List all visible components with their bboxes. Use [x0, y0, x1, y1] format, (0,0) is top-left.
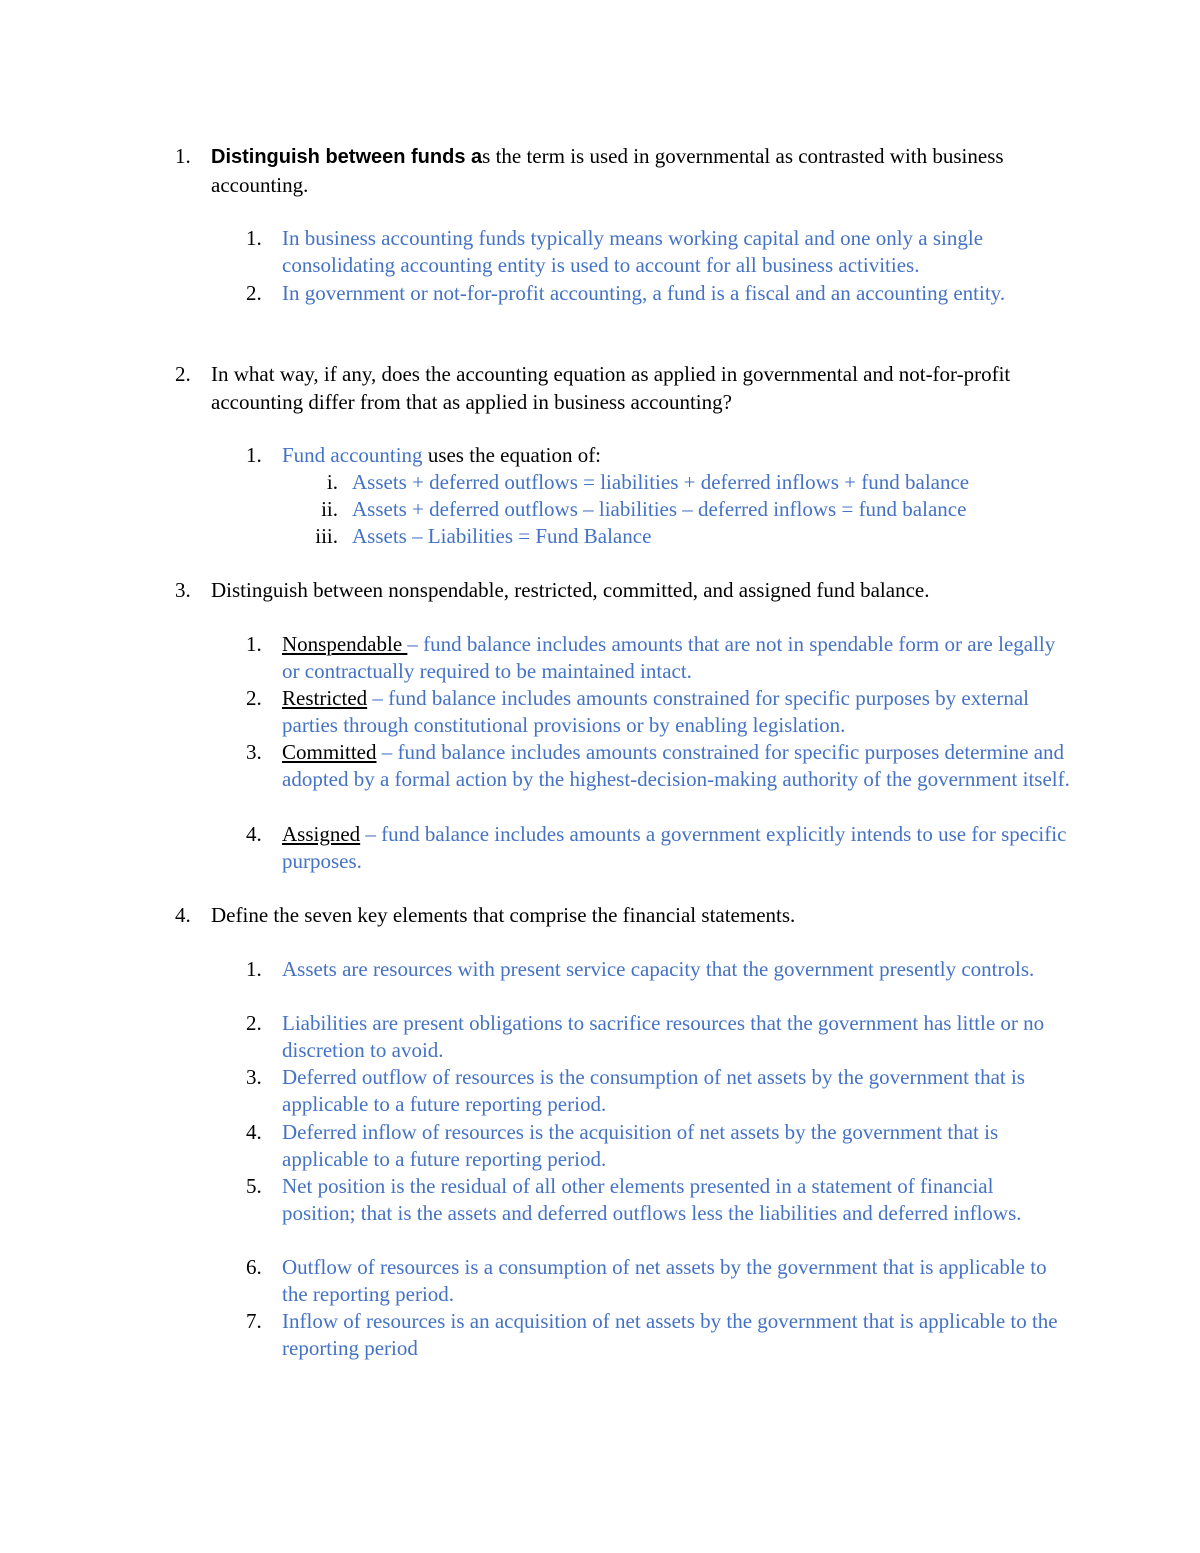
question-1: [175, 143, 1071, 199]
equation-number: iii.: [315, 524, 338, 548]
answer-text: Deferred inflow of resources is the acquisition of net assets by the government that is applicable to a future reporting period.: [282, 1120, 999, 1172]
answer-3-2: [246, 685, 1072, 740]
answer-4-1: [246, 956, 1072, 983]
answer-text: Liabilities are present obligations to sacrifice resources that the government has little or no discretion to avoid.: [282, 1011, 1045, 1063]
equation-text: Assets + deferred outflows = liabilities + deferred inflows + fund balance: [352, 470, 970, 494]
answer-text: In government or not-for-profit accounting, a fund is a fiscal and an accounting entity.: [282, 281, 1006, 305]
equation-iii: [315, 523, 1072, 550]
question-number: 4.: [175, 903, 191, 927]
question-bold-lead: Distinguish between funds a: [211, 146, 483, 168]
equation-text: Assets – Liabilities = Fund Balance: [352, 524, 652, 548]
question-number: 3.: [175, 578, 191, 602]
equation-number: ii.: [321, 497, 338, 521]
question-4: [175, 902, 1071, 930]
question-text: Define the seven key elements that comprise the financial statements.: [211, 903, 796, 927]
answer-text: Assets are resources with present service capacity that the government presently controls.: [282, 957, 1035, 981]
question-text: Distinguish between nonspendable, restricted, committed, and assigned fund balance.: [211, 578, 930, 602]
answer-3-3: [246, 739, 1072, 794]
answer-1-2: [246, 280, 1072, 307]
answer-number: 5.: [246, 1174, 262, 1198]
answer-number: 7.: [246, 1309, 262, 1333]
answer-1-1: [246, 225, 1072, 280]
answer-number: 2.: [246, 281, 262, 305]
answer-4-5: [246, 1173, 1072, 1228]
answer-4-6: [246, 1254, 1072, 1309]
answer-number: 4.: [246, 1120, 262, 1144]
answer-number: 3.: [246, 1065, 262, 1089]
answer-text: – fund balance includes amounts constrained for specific purposes determine and adopted by a formal action by the highest-decision-making authority of the government itself.: [282, 740, 1070, 792]
answer-term: Restricted: [282, 686, 368, 710]
answer-number: 3.: [246, 740, 262, 764]
answer-number: 1.: [246, 957, 262, 981]
question-number: 2.: [175, 362, 191, 386]
answer-number: 1.: [246, 226, 262, 250]
answer-text: Outflow of resources is a consumption of net assets by the government that is applicable to the reporting period.: [282, 1255, 1047, 1307]
question-number: 1.: [175, 144, 191, 168]
question-3: [175, 577, 1071, 605]
answer-text: uses the equation of:: [422, 443, 602, 467]
answer-number: 1.: [246, 632, 262, 656]
question-text: s the term is used in governmental as contrasted with business accounting.: [211, 144, 1004, 197]
answer-number: 4.: [246, 822, 262, 846]
answer-term: Nonspendable: [282, 632, 408, 656]
answer-4-2: [246, 1010, 1072, 1065]
answer-lead: Fund accounting: [282, 443, 423, 467]
answer-text: Inflow of resources is an acquisition of net assets by the government that is applicable to the reporting period: [282, 1309, 1058, 1361]
answer-term: Committed: [282, 740, 377, 764]
answer-number: 2.: [246, 686, 262, 710]
answer-4-7: [246, 1308, 1072, 1363]
equation-text: Assets + deferred outflows – liabilities – deferred inflows = fund balance: [352, 497, 967, 521]
equation-number: i.: [326, 470, 338, 494]
answer-text: – fund balance includes amounts constrained for specific purposes by external parties through constitutional provisions or by enabling legislation.: [282, 686, 1030, 738]
question-text: In what way, if any, does the accounting equation as applied in governmental and not-for-profit accounting differ from that as applied in business accounting?: [211, 362, 1011, 414]
answer-number: 6.: [246, 1255, 262, 1279]
answer-text: Deferred outflow of resources is the consumption of net assets by the government that is applicable to a future reporting period.: [282, 1065, 1025, 1117]
answer-3-4: [246, 821, 1072, 876]
equation-ii: [321, 496, 1072, 523]
answer-2-1: [246, 442, 1072, 469]
answer-number: 2.: [246, 1011, 262, 1035]
answer-term: Assigned: [282, 822, 361, 846]
answer-4-3: [246, 1064, 1072, 1119]
equation-i: [326, 469, 1072, 496]
answer-text: In business accounting funds typically means working capital and one only a single consolidating accounting entity is used to account for all business activities.: [282, 226, 984, 278]
answer-4-4: [246, 1119, 1072, 1174]
answer-text: – fund balance includes amounts that are not in spendable form or are legally or contractually required to be maintained intact.: [282, 632, 1056, 684]
answer-text: Net position is the residual of all other elements presented in a statement of financial position; that is the assets and deferred outflows less the liabilities and deferred inflows.: [282, 1174, 1022, 1226]
question-2: [175, 361, 1071, 416]
answer-number: 1.: [246, 443, 262, 467]
answer-3-1: [246, 631, 1072, 686]
answer-text: – fund balance includes amounts a government explicitly intends to use for specific purposes.: [282, 822, 1067, 874]
